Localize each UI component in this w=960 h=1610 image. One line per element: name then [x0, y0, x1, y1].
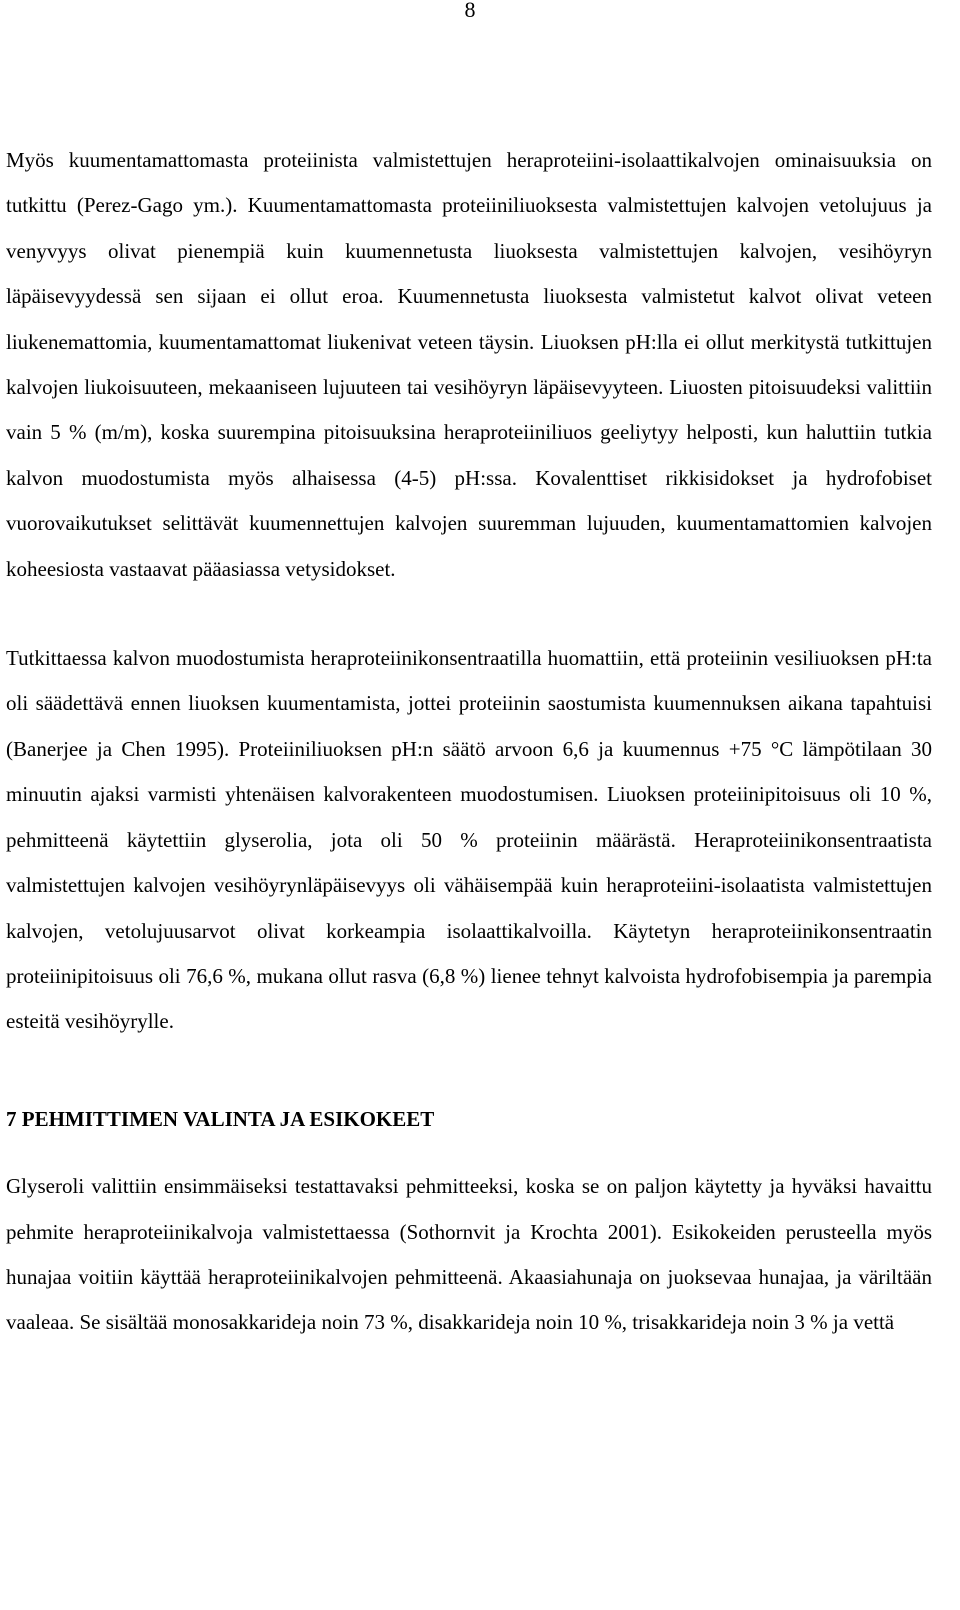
paragraph-whey-concentrate-films: Tutkittaessa kalvon muodostumista heraproteiinikonsentraatilla huomattiin, että proteiinin vesiliuoksen pH:ta oli säädettävä ennen liuoksen kuumentamista, jottei proteiinin saostumista kuumennuksen aikana tapahtuisi (Banerjee ja Chen 1995). Proteiiniliuoksen pH:n säätö arvoon 6,6 ja kuumennus +75 °C lämpötilaan 30 minuutin ajaksi varmisti yhtenäisen kalvorakenteen muodostumisen. Liuoksen proteiinipitoisuus oli 10 %, pehmitteenä käytettiin glyserolia, jota oli 50 % proteiinin määrästä. Heraproteiinikonsentraatista valmistettujen kalvojen vesihöyrynläpäisevyys oli vähäisempää kuin heraproteiini-isolaatista valmistettujen kalvojen, vetolujuusarvot olivat korkeampia isolaattikalvoilla. Käytetyn heraproteiinikonsentraatin proteiinipitoisuus oli 76,6 %, mukana ollut rasva (6,8 %) lienee tehnyt kalvoista hydrofobisempia ja parempia esteitä vesihöyrylle. [6, 646, 932, 1034]
paragraph-plasticizer-selection: Glyseroli valittiin ensimmäiseksi testattavaksi pehmitteeksi, koska se on paljon käytetty ja hyväksi havaittu pehmite heraproteiinikalvoja valmistettaessa (Sothornvit ja Krochta 2001). Esikokeiden perusteella myös hunajaa voitiin käyttää heraproteiinikalvojen pehmitteenä. Akaasiahunaja on juoksevaa hunajaa, ja väriltään vaaleaa. Se sisältää monosakkarideja noin 73 %, disakkarideja noin 10 %, trisakkarideja noin 3 % ja vettä [6, 1174, 932, 1335]
section-heading: 7 PEHMITTIMEN VALINTA JA ESIKOKEET [6, 1106, 435, 1131]
page-number: 8 [464, 0, 476, 22]
page-content [6, 138, 932, 1346]
paragraph-uncooked-protein-films: Myös kuumentamattomasta proteiinista valmistettujen heraproteiini-isolaattikalvojen ominaisuuksia on tutkittu (Perez-Gago ym.). Kuumentamattomasta proteiiniliuoksesta valmistettujen kalvojen vetolujuus ja venyvyys olivat pienempiä kuin kuumennetusta liuoksesta valmistettujen kalvojen, vesihöyryn läpäisevyydessä sen sijaan ei ollut eroa. Kuumennetusta liuoksesta valmistetut kalvot olivat veteen liukenemattomia, kuumentamattomat liukenivat veteen täysin. Liuoksen pH:lla ei ollut merkitystä tutkittujen kalvojen liukoisuuteen, mekaaniseen lujuuteen tai vesihöyryn läpäisevyyteen. Liuosten pitoisuudeksi valittiin vain 5 % (m/m), koska suurempina pitoisuuksina heraproteiiniliuos geeliytyy helposti, kun haluttiin tutkia kalvon muodostumista myös alhaisessa (4-5) pH:ssa. Kovalenttiset rikkisidokset ja hydrofobiset vuorovaikutukset selittävät kuumennettujen kalvojen suuremman lujuuden, kuumentamattomien kalvojen koheesiosta vastaavat pääasiassa vetysidokset. [6, 148, 932, 581]
